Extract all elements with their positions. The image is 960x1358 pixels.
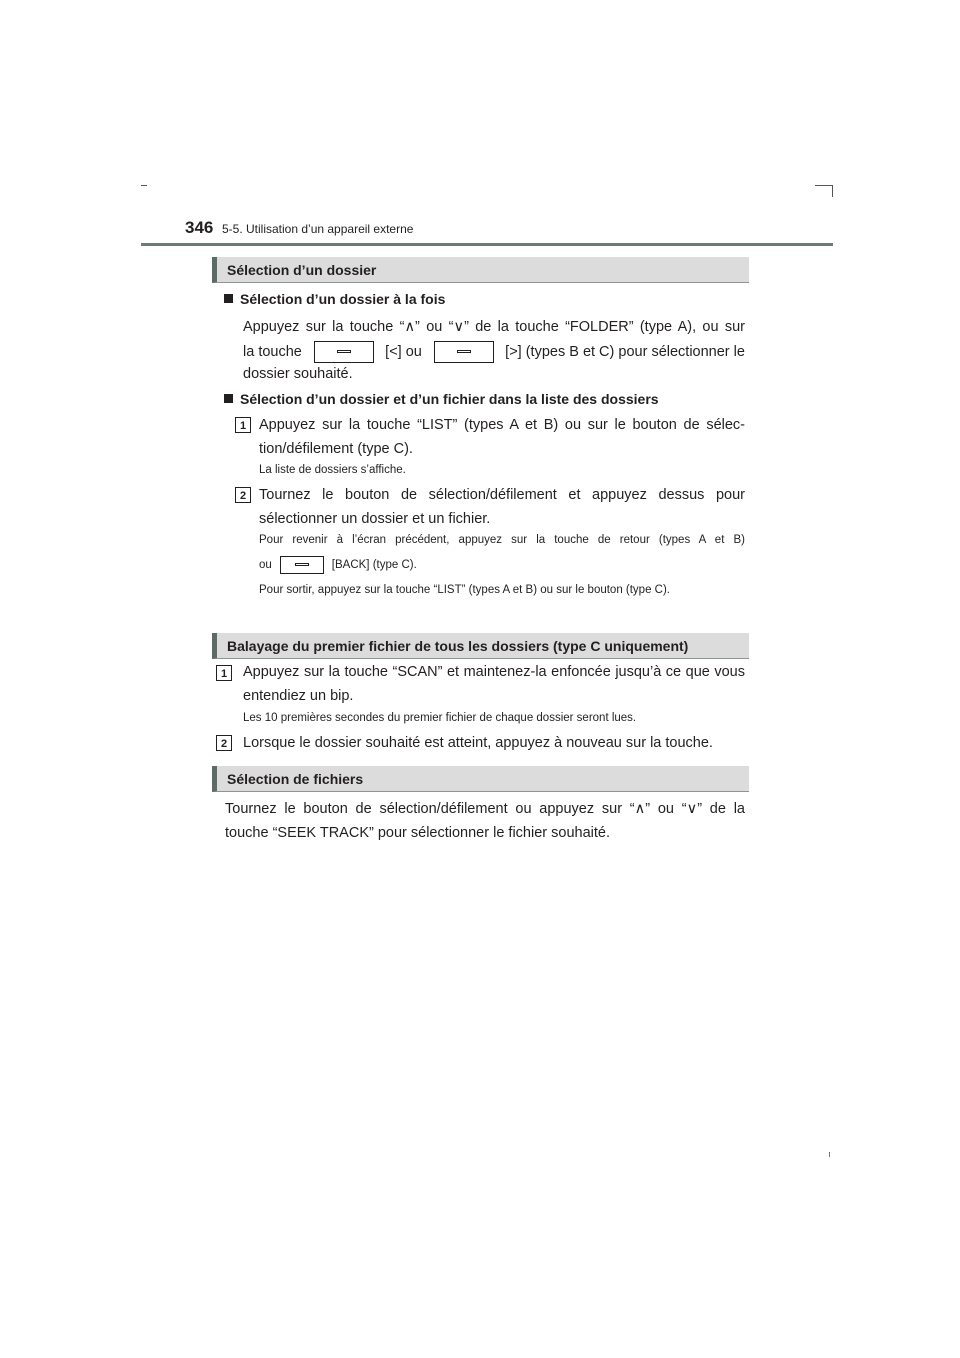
crop-mark-top-left [141, 185, 147, 186]
step-number-badge: 1 [216, 665, 232, 681]
step-text: Appuyez sur la touche “LIST” (types A et B) ou sur le bouton de sélec-tion/défilement (type C). [259, 417, 745, 457]
section-title: Sélection d’un dossier [227, 262, 377, 278]
step-note-line-with-key [259, 555, 417, 575]
bullet-heading-folder-list [224, 391, 659, 407]
para-text: [<] ou [385, 344, 422, 360]
bullet-heading-text: Sélection d’un dossier et d’un fichier dans la liste des dossiers [240, 391, 659, 407]
section-title: Balayage du premier fichier de tous les dossiers (type C uniquement) [227, 638, 689, 654]
crop-mark-bottom-right [829, 1152, 830, 1157]
paragraph: Tournez le bouton de sélection/défilement ou appuyez sur “∧” ou “∨” de la touche “SEEK TRACK” pour sélectionner le fichier souhaité. [225, 801, 745, 841]
paragraph-line: Appuyez sur la touche “∧” ou “∨” de la touche “FOLDER” (type A), ou sur [243, 319, 745, 335]
seek-key-icon [434, 341, 494, 363]
para-text: la touche [243, 344, 302, 360]
crop-mark-top-right-h [815, 185, 833, 186]
step-number-badge: 2 [235, 487, 251, 503]
back-key-icon [280, 556, 324, 574]
step-note: Les 10 premières secondes du premier fichier de chaque dossier seront lues. [243, 712, 637, 724]
paragraph-line: dossier souhaité. [243, 366, 353, 382]
note-text: ou [259, 559, 272, 571]
note-text: [BACK] (type C). [331, 559, 417, 571]
step-text: Lorsque le dossier souhaité est atteint, appuyez à nouveau sur la touche. [243, 735, 713, 751]
para-text: [>] (types B et C) pour sélectionner le [505, 344, 745, 360]
step-number-badge: 2 [216, 735, 232, 751]
step-number-badge: 1 [235, 417, 251, 433]
section-heading-scan [212, 633, 749, 659]
step-text: Tournez le bouton de sélection/défilement et appuyez dessus pour sélectionner un dossier et un fichier. [259, 487, 745, 527]
paragraph-line-with-keys [243, 340, 745, 364]
section-heading-files [212, 766, 749, 792]
crop-mark-top-right-v [832, 185, 833, 197]
step-text: Appuyez sur la touche “SCAN” et maintenez-la enfoncée jusqu’à ce que vous entendiez un bip. [243, 664, 745, 704]
bullet-square-icon [224, 394, 233, 403]
section-heading-folder [212, 257, 749, 283]
step-note-line: Pour revenir à l’écran précédent, appuyez sur la touche de retour (types A et B) [259, 534, 745, 546]
bullet-heading-text: Sélection d’un dossier à la fois [240, 291, 446, 307]
step-note: La liste de dossiers s’affiche. [259, 464, 406, 476]
bullet-heading-one-folder [224, 291, 445, 307]
step-note: Pour sortir, appuyez sur la touche “LIST” (types A et B) ou sur le bouton (type C). [259, 584, 671, 596]
chapter-title: 5-5. Utilisation d’un appareil externe [222, 222, 414, 236]
header-rule [141, 243, 833, 246]
page-number: 346 [185, 218, 214, 237]
section-title: Sélection de fichiers [227, 771, 364, 787]
bullet-square-icon [224, 294, 233, 303]
seek-key-icon [314, 341, 374, 363]
